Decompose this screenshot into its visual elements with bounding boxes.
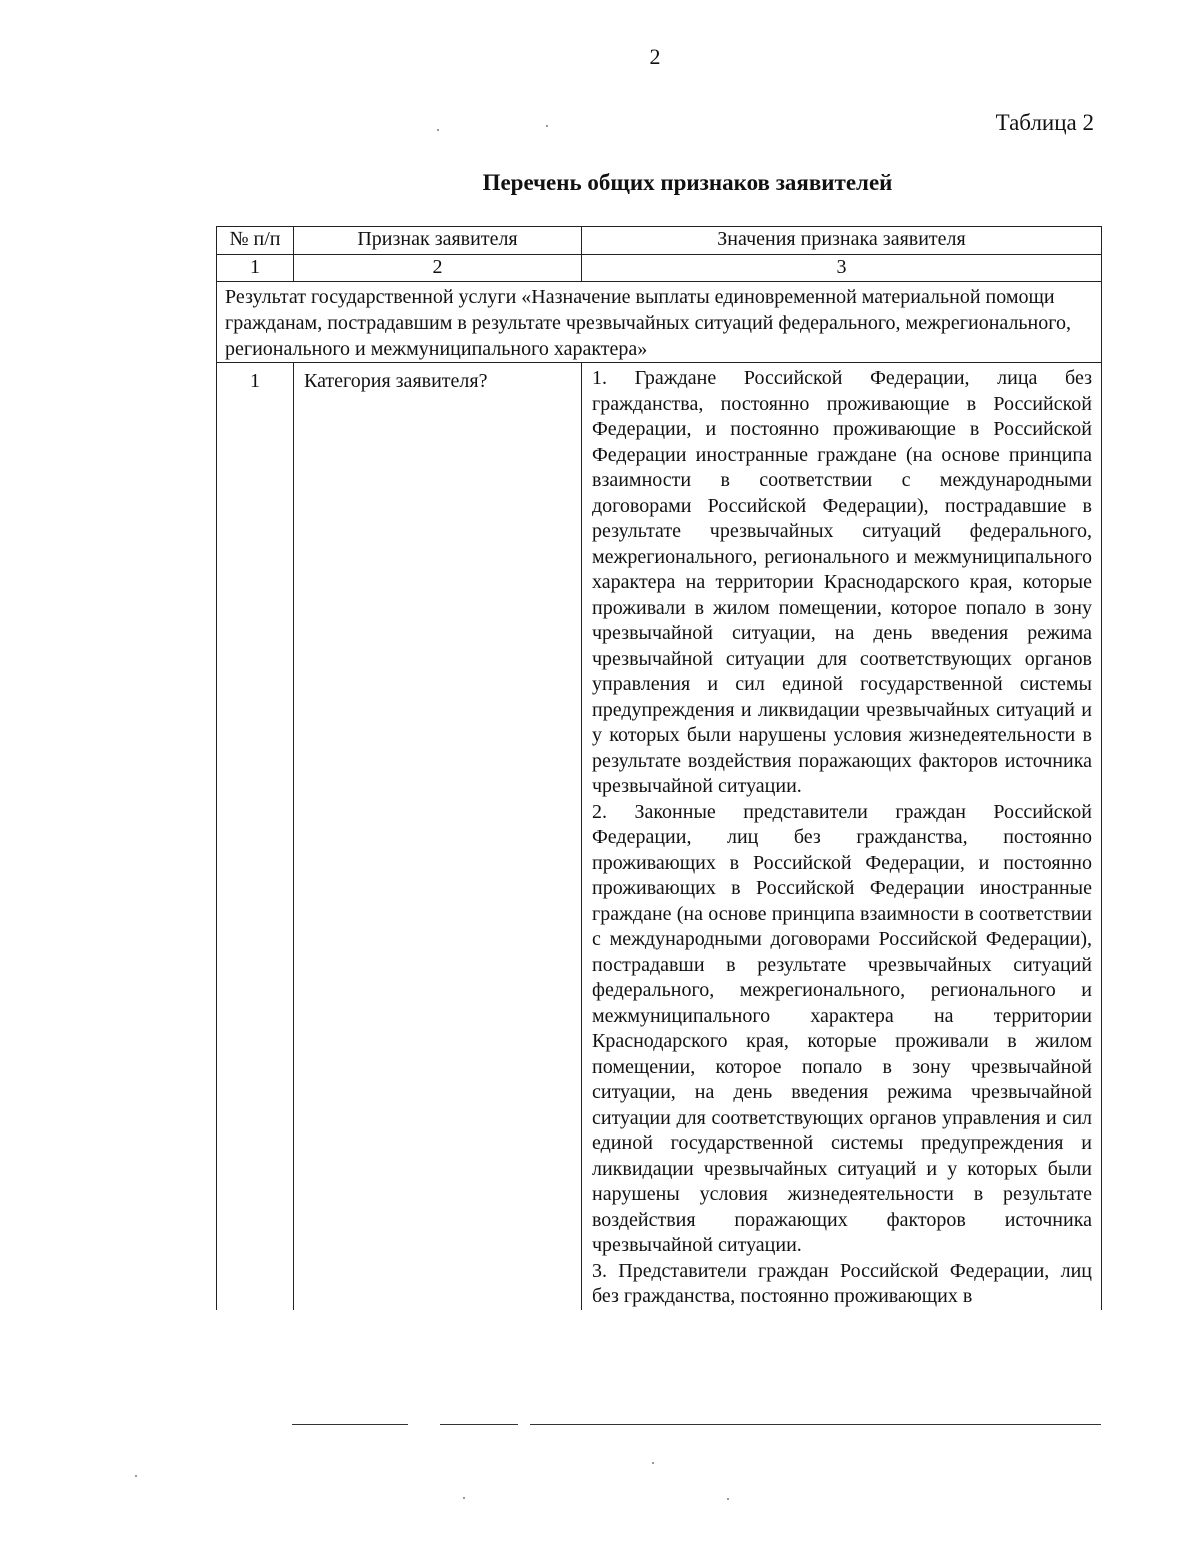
row-values [582, 363, 1102, 1310]
scan-speck [437, 129, 439, 131]
table-header-row [217, 227, 1102, 255]
scan-speck [546, 125, 548, 127]
header-values: Значения признака заявителя [582, 227, 1102, 255]
section-row [217, 282, 1102, 363]
table-row [217, 363, 1102, 1310]
scan-speck [135, 1475, 137, 1477]
row-sign: Категория заявителя? [294, 363, 582, 1310]
scan-speck [652, 1462, 654, 1464]
section-title: Результат государственной услуги «Назначение выплаты единовременной материальной помощи гражданам, пострадавшим в результате чрезвычайных ситуаций федерального, межрегионального, регионального и межмуниципального характера» [217, 282, 1102, 363]
scan-speck [727, 1498, 729, 1500]
column-number-2: 2 [294, 255, 582, 282]
page-number: 2 [649, 44, 661, 69]
value-item-3: 3. Представители граждан Российской Федерации, лиц без гражданства, постоянно проживающих в [592, 1259, 1092, 1307]
header-sign: Признак заявителя [294, 227, 582, 255]
table-label: Таблица 2 [995, 110, 1094, 135]
row-number: 1 [217, 363, 294, 1310]
bottom-rule-right [530, 1424, 1101, 1425]
document-title: Перечень общих признаков заявителей [482, 170, 893, 195]
bottom-rule-mid [440, 1424, 518, 1425]
applicant-signs-table [216, 226, 1102, 1310]
value-item-2: 2. Законные представители граждан Российской Федерации, лиц без гражданства, постоянно проживающих в Российской Федерации, и постоянно проживающих в Российской Федерации иностранные граждане (на основе принципа взаимности в соответствии с международными договорами Российской Федерации), пострадавши в результате чрезвычайных ситуаций федерального, межрегионального, регионального и межмуниципального характера на территории Краснодарского края, которые проживали в жилом помещении, которое попало в зону чрезвычайной ситуации, на день введения режима чрезвычайной ситуации для соответствующих органов управления и сил единой государственной системы предупреждения и ликвидации чрезвычайных ситуаций и у которых были нарушены условия жизнедеятельности в результате воздействия поражающих факторов источника чрезвычайной ситуации. [592, 800, 1092, 1256]
column-number-1: 1 [217, 255, 294, 282]
column-numbers-row [217, 255, 1102, 282]
bottom-rule-left [292, 1424, 408, 1425]
header-number: № п/п [217, 227, 294, 255]
scan-speck [463, 1497, 465, 1499]
column-number-3: 3 [582, 255, 1102, 282]
value-item-1: 1. Граждане Российской Федерации, лица без гражданства, постоянно проживающие в Российской Федерации, и постоянно проживающие в Российской Федерации иностранные граждане (на основе принципа взаимности в соответствии с международными договорами Российской Федерации), пострадавшие в результате чрезвычайных ситуаций федерального, межрегионального, регионального и межмуниципального характера на территории Краснодарского края, которые проживали в жилом помещении, которое попало в зону чрезвычайной ситуации, на день введения режима чрезвычайной ситуации для соответствующих органов управления и сил единой государственной системы предупреждения и ликвидации чрезвычайных ситуаций и у которых были нарушены условия жизнедеятельности в результате воздействия поражающих факторов источника чрезвычайной ситуации. [592, 367, 1092, 797]
